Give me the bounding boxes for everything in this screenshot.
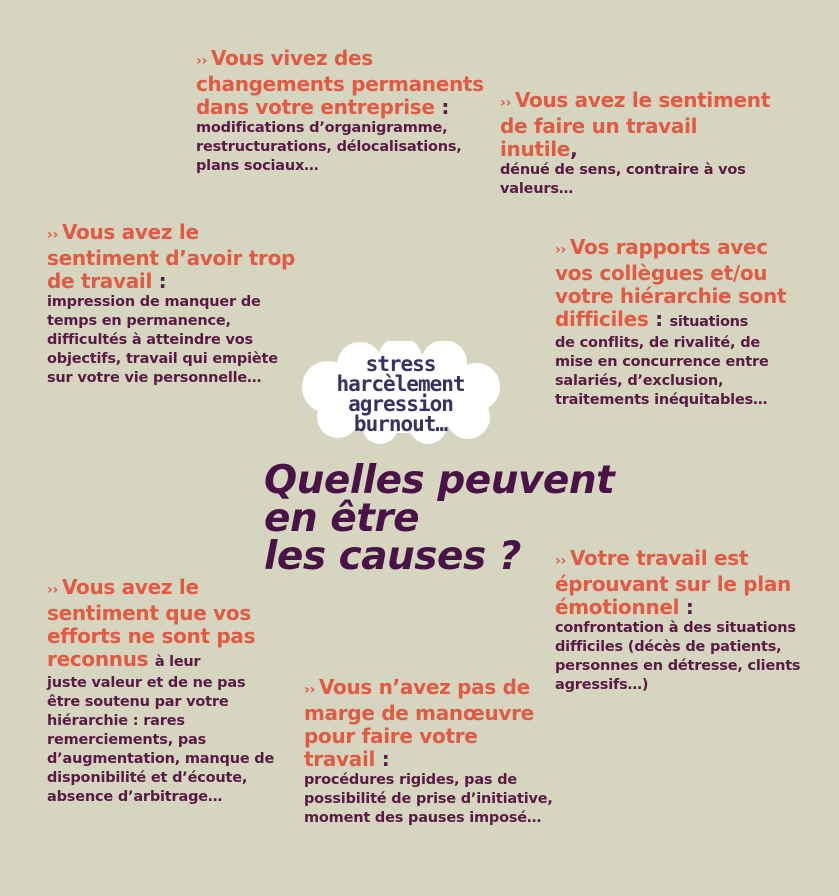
cause-body-inline: à leur — [154, 654, 201, 670]
cloud-word-stress: stress — [365, 352, 436, 376]
arrow-icon: ›› — [196, 53, 207, 69]
cause-heading — [47, 576, 277, 674]
cause-body: juste valeur et de ne pas être soutenu par votre hiérarchie : rares remerciements, pas d’augmentation, manque de disponibilité et d’écoute, absence d’arbitrage… — [47, 675, 275, 805]
cause-heading-text: Vous vivez des changements permanents dans votre entreprise — [196, 46, 484, 119]
cause-heading-text: Vous avez le sentiment que vos efforts ne sont pas reconnus — [47, 575, 256, 671]
title-line-2: en être — [264, 496, 420, 541]
cause-difficult-relations — [555, 236, 795, 410]
cause-heading-text: Vous n’avez pas de marge de manœuvre pour faire votre travail — [304, 675, 534, 771]
cause-heading — [47, 221, 307, 293]
cloud-word-burnout: burnout… — [353, 412, 448, 436]
cause-separator: : — [679, 595, 694, 619]
arrow-icon: ›› — [47, 227, 58, 243]
cause-body: procédures rigides, pas de possibilité de prise d’initiative, moment des pauses imposé… — [304, 772, 553, 826]
cause-changes — [196, 47, 496, 176]
cause-body: modifications d’organigramme, restructurations, délocalisations, plans sociaux… — [196, 120, 462, 174]
cause-too-much-work — [47, 221, 307, 388]
title-line-3: les causes ? — [264, 534, 521, 579]
cause-heading — [500, 89, 780, 161]
cause-separator: , — [570, 137, 578, 161]
cause-no-recognition — [47, 576, 277, 807]
arrow-icon: ›› — [555, 242, 566, 258]
cause-separator: : — [152, 269, 167, 293]
cloud-word-agression: agression — [348, 392, 453, 416]
cause-body: confrontation à des situations difficiles (décès de patients, personnes en détresse, clients agressifs…) — [555, 620, 801, 693]
cause-heading-text: Vos rapports avec vos collègues et/ou votre hiérarchie sont difficiles — [555, 235, 787, 331]
title-line-1: Quelles peuvent — [264, 458, 615, 503]
cause-body: dénué de sens, contraire à vos valeurs… — [500, 162, 746, 197]
cause-heading — [304, 676, 554, 771]
arrow-icon: ›› — [304, 682, 315, 698]
cause-heading — [555, 236, 795, 334]
cause-separator: : — [375, 747, 390, 771]
page-title — [264, 458, 644, 579]
arrow-icon: ›› — [500, 95, 511, 111]
arrow-icon: ›› — [555, 553, 566, 569]
cause-separator: : — [648, 307, 663, 331]
cause-body: impression de manquer de temps en permanence, difficultés à atteindre vos objectifs, travail qui empiète sur votre vie personnelle… — [47, 294, 278, 386]
cause-body-inline: situations — [669, 314, 748, 330]
cloud-word-harcelement: harcèlement — [336, 372, 465, 396]
arrow-icon: ›› — [47, 582, 58, 598]
cause-body: de conflits, de rivalité, de mise en concurrence entre salariés, d’exclusion, traitements inéquitables… — [555, 335, 769, 408]
cause-heading-text: Vous avez le sentiment d’avoir trop de travail — [47, 220, 296, 293]
cause-separator: : — [434, 95, 450, 119]
cause-no-autonomy — [304, 676, 554, 828]
cause-heading — [196, 47, 496, 119]
cause-heading-text: Votre travail est éprouvant sur le plan émotionnel — [555, 546, 791, 619]
cloud-words — [298, 354, 503, 434]
cause-heading-text: Vous avez le sentiment de faire un travail inutile — [500, 88, 770, 161]
cause-useless-work — [500, 89, 780, 199]
